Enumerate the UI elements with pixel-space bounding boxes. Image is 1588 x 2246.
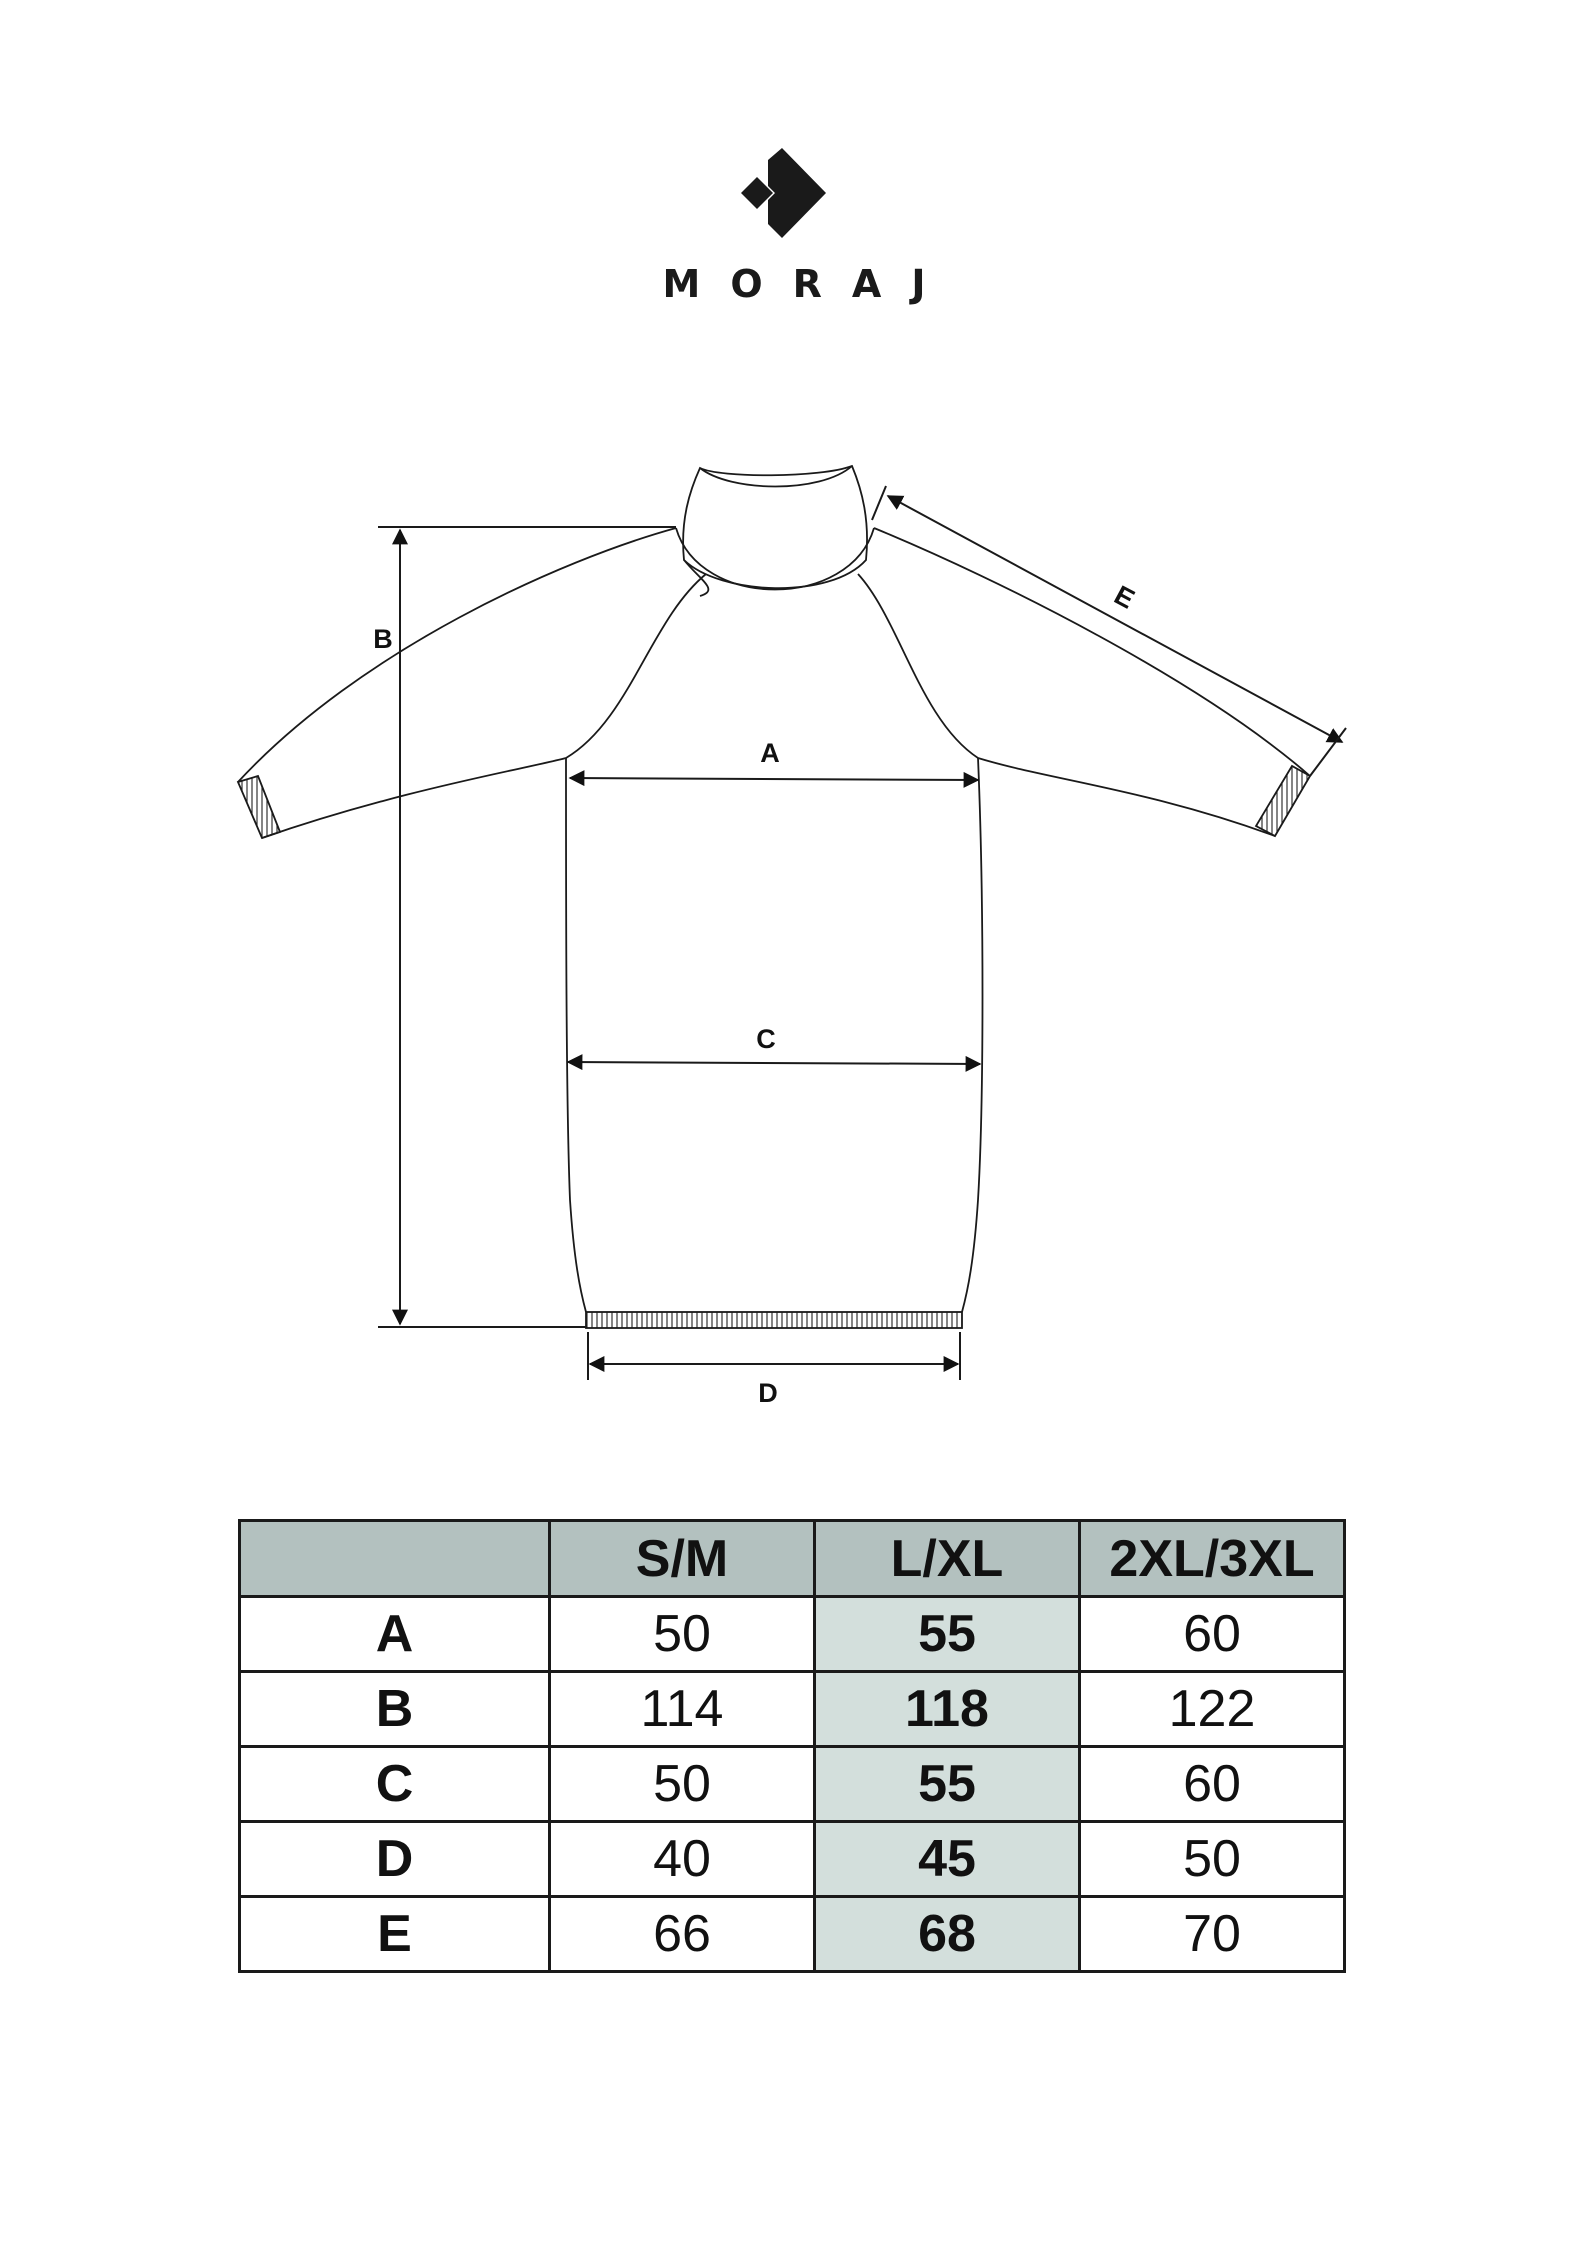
- value-cell: 40: [550, 1822, 815, 1897]
- value-cell-highlight: 68: [815, 1897, 1080, 1972]
- header-cell-lxl: L/XL: [815, 1521, 1080, 1597]
- value-cell-highlight: 55: [815, 1597, 1080, 1672]
- table-row: [240, 1597, 1345, 1672]
- header-cell-2xl3xl: 2XL/3XL: [1080, 1521, 1345, 1597]
- dimension-lines: [378, 486, 1346, 1380]
- dimension-c-line: [568, 1062, 980, 1064]
- table-row: [240, 1672, 1345, 1747]
- value-cell: 50: [550, 1747, 815, 1822]
- brand-name: MORAJ: [662, 262, 956, 306]
- value-cell: 66: [550, 1897, 815, 1972]
- value-cell-highlight: 118: [815, 1672, 1080, 1747]
- header-cell-empty: [240, 1521, 550, 1597]
- label-b: B: [373, 624, 393, 654]
- row-label-b: B: [240, 1672, 550, 1747]
- value-cell: 114: [550, 1672, 815, 1747]
- label-e: E: [1109, 579, 1140, 615]
- value-cell: 60: [1080, 1597, 1345, 1672]
- dimension-e-line: [888, 496, 1342, 742]
- label-c: C: [756, 1024, 776, 1054]
- table-row: [240, 1897, 1345, 1972]
- table-header-row: [240, 1521, 1345, 1597]
- size-table: [238, 1519, 1346, 1973]
- row-label-d: D: [240, 1822, 550, 1897]
- value-cell: 70: [1080, 1897, 1345, 1972]
- dimension-labels: [373, 580, 1139, 1408]
- table-row: [240, 1822, 1345, 1897]
- dress-outline: [238, 466, 1310, 1328]
- value-cell: 50: [1080, 1822, 1345, 1897]
- value-cell: 50: [550, 1597, 815, 1672]
- value-cell: 122: [1080, 1672, 1345, 1747]
- row-label-e: E: [240, 1897, 550, 1972]
- label-d: D: [758, 1378, 778, 1408]
- value-cell: 60: [1080, 1747, 1345, 1822]
- header-cell-sm: S/M: [550, 1521, 815, 1597]
- value-cell-highlight: 55: [815, 1747, 1080, 1822]
- dimension-a-line: [570, 778, 978, 780]
- row-label-a: A: [240, 1597, 550, 1672]
- row-label-c: C: [240, 1747, 550, 1822]
- label-a: A: [760, 738, 780, 768]
- value-cell-highlight: 45: [815, 1822, 1080, 1897]
- table-row: [240, 1747, 1345, 1822]
